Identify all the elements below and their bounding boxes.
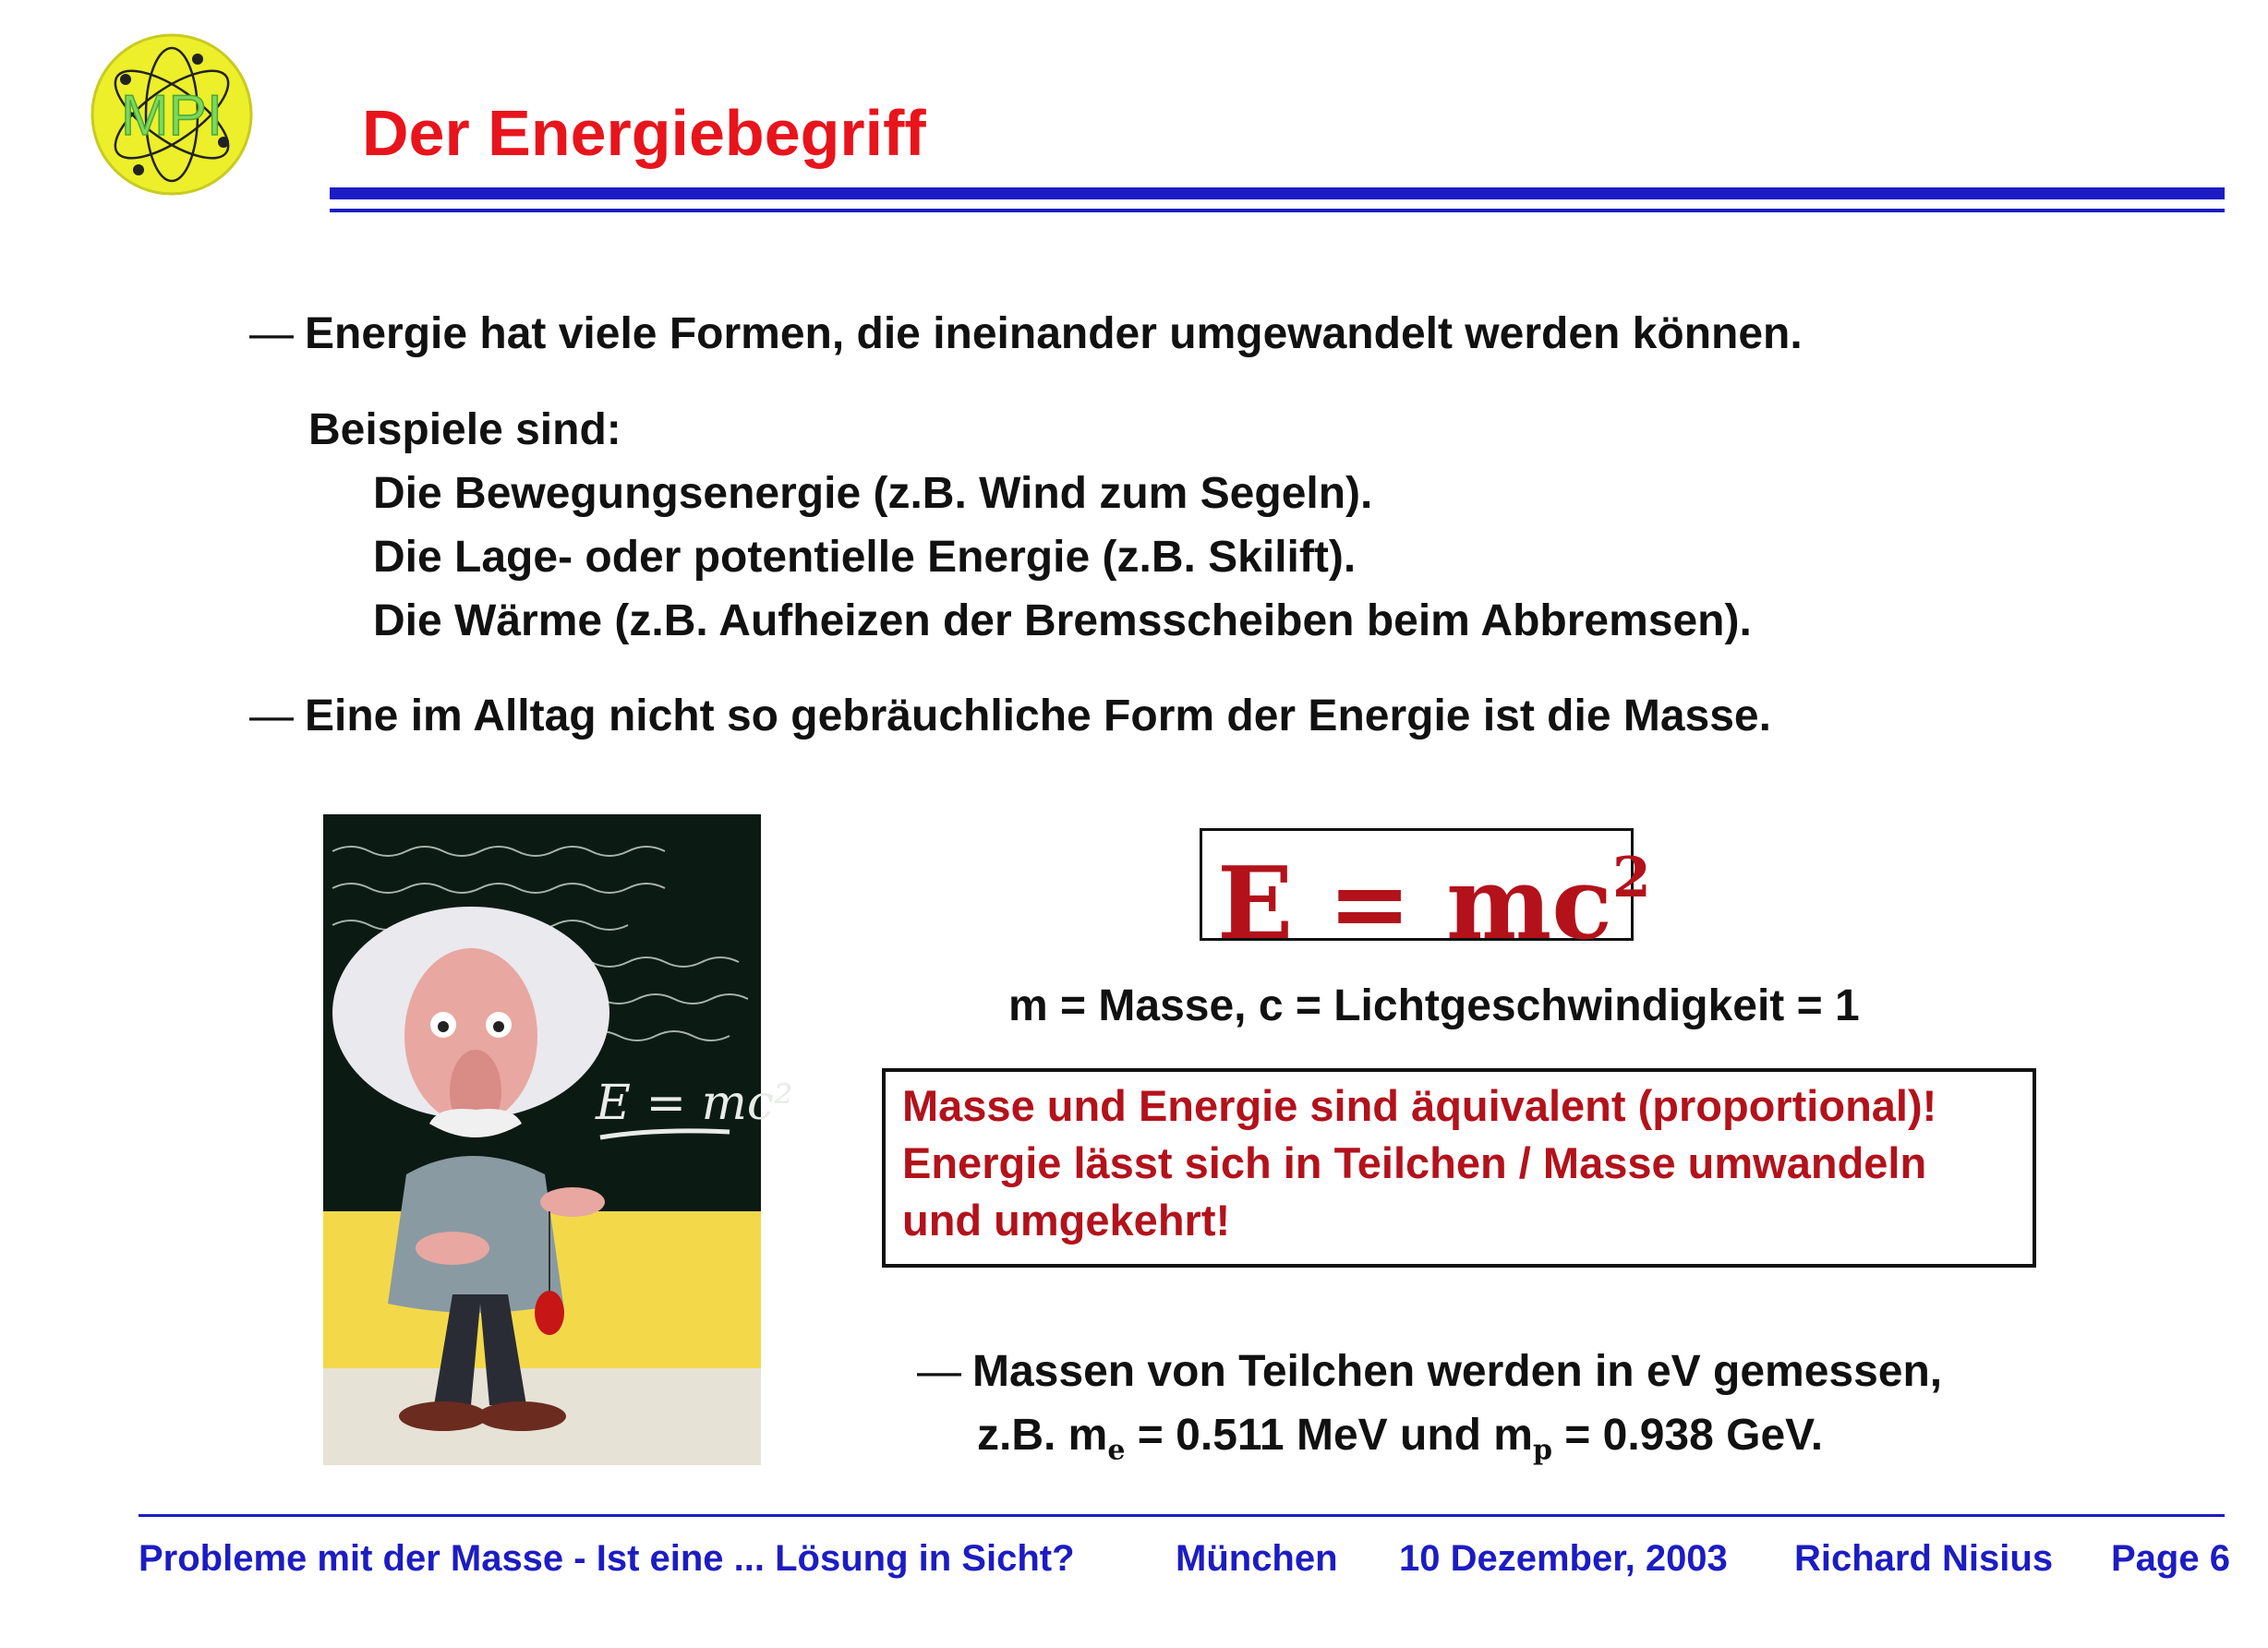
footer-date: 10 Dezember, 2003 [1399,1538,1728,1579]
bullet-dash: — [249,309,294,358]
bullet-mass-text: Eine im Alltag nicht so gebräuchliche Form der Energie ist die Masse. [305,692,1771,740]
footer-page-number: Page 6 [2111,1538,2230,1579]
example-item: Die Bewegungsenergie (z.B. Wind zum Segeln). [373,469,1373,518]
highlight-line: Masse und Energie sind äquivalent (proportional)! [902,1081,1937,1130]
masses-example [977,1410,1823,1467]
footer-talk-title: Probleme mit der Masse - Ist eine ... Lösung in Sicht? [139,1538,1075,1579]
masses-line1: Massen von Teilchen werden in eV gemessen, [972,1347,1943,1396]
title-rule-thick [330,187,2225,199]
mass-energy-formula [1217,836,1651,962]
mpi-logo [89,31,255,198]
formula-definitions: m = Masse, c = Lichtgeschwindigkeit = 1 [1008,981,1860,1030]
footer-rule [139,1514,2225,1517]
electron-subscript: e [1107,1434,1126,1467]
footer-author: Richard Nisius [1794,1538,2054,1579]
masses-prefix: z.B. m [977,1411,1108,1460]
title-rule-thin [330,209,2225,212]
bullet-particle-masses [917,1346,1942,1397]
svg-text:MPI: MPI [120,84,223,148]
example-item: Die Wärme (z.B. Aufheizen der Bremsscheiben beim Abbremsen). [373,596,1752,645]
bullet-forms-text: Energie hat viele Formen, die ineinander umgewandelt werden können. [305,309,1803,358]
einstein-caricature-image [323,814,793,1465]
examples-heading: Beispiele sind: [308,405,621,454]
bullet-dash: — [917,1347,961,1396]
blackboard-formula: E = mc² [596,1076,793,1131]
highlight-line: Energie lässt sich in Teilchen / Masse umwandeln [902,1138,1927,1187]
footer-city: München [1176,1538,1338,1579]
proton-subscript: p [1532,1434,1552,1467]
masses-mid: = 0.511 MeV und m [1125,1411,1533,1460]
bullet-mass [249,691,1771,741]
bullet-forms [249,308,1803,359]
formula-exponent: 2 [1612,846,1651,910]
example-item: Die Lage- oder potentielle Energie (z.B. Skilift). [373,533,1357,582]
formula-main: E = mc [1217,846,1613,962]
masses-suffix: = 0.938 GeV. [1551,1411,1824,1460]
page-title: Der Energiebegriff [362,97,926,169]
bullet-dash: — [249,692,294,740]
highlight-line: und umgekehrt! [902,1196,1231,1245]
